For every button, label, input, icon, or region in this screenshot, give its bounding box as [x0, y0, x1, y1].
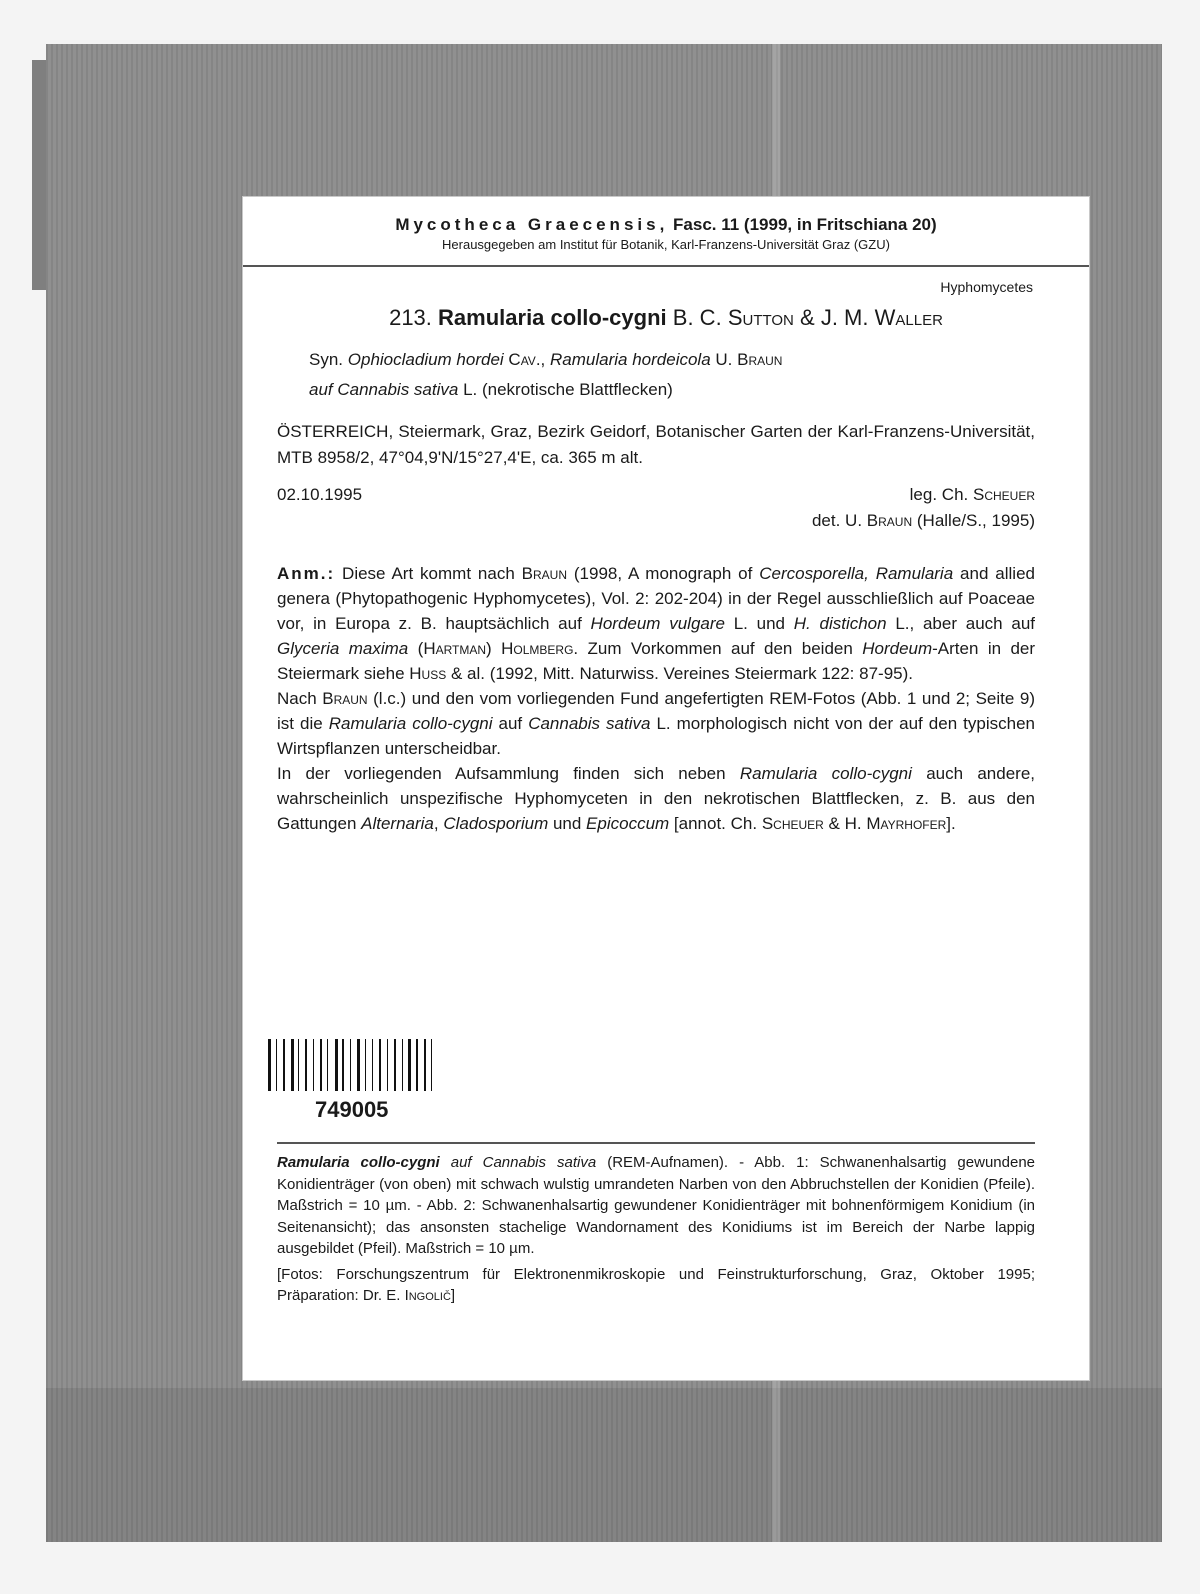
photo-credits: [Fotos: Forschungszentrum für Elektronenmikroskopie und Feinstrukturforschung, Graz, Oktober 1995; Präparation: Dr. E. Ingolič]	[277, 1265, 1035, 1304]
label-header	[243, 197, 1089, 267]
figure-caption	[277, 1152, 1035, 1307]
synonym-2: Ramularia hordeicola	[550, 350, 711, 369]
caption-text: Ramularia collo-cygni auf Cannabis sativa (REM-Aufnamen). - Abb. 1: Schwanenhalsartig gewundene Konidienträger (von oben) mit schwach wulstig umrandeten Narben von den Abbruchstellen der Konidien (Pfeile). Maßstrich = 10 µm. - Abb. 2: Schwanenhalsartig gewundener Konidienträger mit bohnenförmigem Konidium (in Seitenansicht); das ansonsten stachelige Wandornament des Konidiums ist im Bereich der Narbe lappig ausgebildet (Pfeil). Maßstrich = 10 µm.	[277, 1154, 1036, 1257]
specimen-label	[242, 196, 1090, 1381]
host-line: auf Cannabis sativa L. (nekrotische Blattflecken)	[309, 380, 673, 399]
collection-date: 02.10.1995	[277, 485, 363, 504]
notes-paragraph-2: Nach Braun (l.c.) und den vom vorliegenden Fund angefertigten REM-Fotos (Abb. 1 und 2; Seite 9) ist die Ramularia collo-cygni auf Cannabis sativa L. morphologisch nicht von der auf den typischen Wirtspflanzen unterscheidbar.	[277, 689, 1035, 758]
barcode-number: 749005	[315, 1097, 389, 1122]
collector: leg. Ch. Scheuer	[909, 485, 1035, 504]
notes-label: Anm.:	[277, 564, 336, 583]
folder-bottom-flap	[46, 1388, 1162, 1542]
taxon-group: Hyphomycetes	[940, 279, 1033, 295]
exsiccata-number: 213.	[389, 305, 432, 330]
barcode-bars	[268, 1039, 450, 1091]
fascicle: Fasc. 11 (1999, in Fritschiana 20)	[673, 215, 937, 234]
species-title: 213. Ramularia collo-cygni B. C. Sutton & J. M. Waller	[389, 305, 943, 330]
notes-paragraph-3: In der vorliegenden Aufsammlung finden sich neben Ramularia collo-cygni auch andere, wahrscheinlich unspezifische Hyphomyceten in den nekrotischen Blattflecken, z. B. aus den Gattungen Alternaria, Cladosporium und Epicoccum [annot. Ch. Scheuer & H. Mayrhofer].	[277, 764, 1035, 833]
synonym-1: Ophiocladium hordei	[347, 350, 504, 369]
species-name: Ramularia collo-cygni	[438, 305, 667, 330]
publisher-line: Herausgegeben am Institut für Botanik, Karl-Franzens-Universität Graz (GZU)	[442, 237, 890, 252]
synonyms-block	[309, 345, 1089, 405]
author-sutton: Sutton	[727, 305, 794, 330]
collection-info	[277, 485, 1035, 539]
synonyms-line: Syn. Ophiocladium hordei Cav., Ramularia hordeicola U. Braun	[309, 350, 783, 369]
locality: ÖSTERREICH, Steiermark, Graz, Bezirk Geidorf, Botanischer Garten der Karl-Franzens-Universität, MTB 8958/2, 47°04,9'N/15°27,4'E, ca. 365 m alt.	[277, 422, 1035, 467]
host-name: Cannabis sativa	[337, 380, 459, 399]
determiner: det. U. Braun (Halle/S., 1995)	[811, 511, 1035, 530]
notes-paragraph-1: Anm.: Diese Art kommt nach Braun (1998, A monograph of Cercosporella, Ramularia and allied genera (Phytopathogenic Hyphomycetes), Vol. 2: 202-204) in der Regel ausschließlich auf Poaceae vor, in Europa z. B. hauptsächlich auf Hordeum vulgare L. und H. distichon L., aber auch auf Glyceria maxima (Hartman) Holmberg. Zum Vorkommen auf den beiden Hordeum-Arten in der Steiermark siehe Huss & al. (1992, Mitt. Naturwiss. Vereines Steiermark 122: 87-95).	[277, 564, 1036, 683]
author-waller: Waller	[874, 305, 943, 330]
barcode	[268, 1039, 450, 1091]
notes	[277, 561, 1035, 836]
series-title: Mycotheca Graecensis,	[395, 215, 669, 234]
caption-divider	[277, 1142, 1035, 1144]
